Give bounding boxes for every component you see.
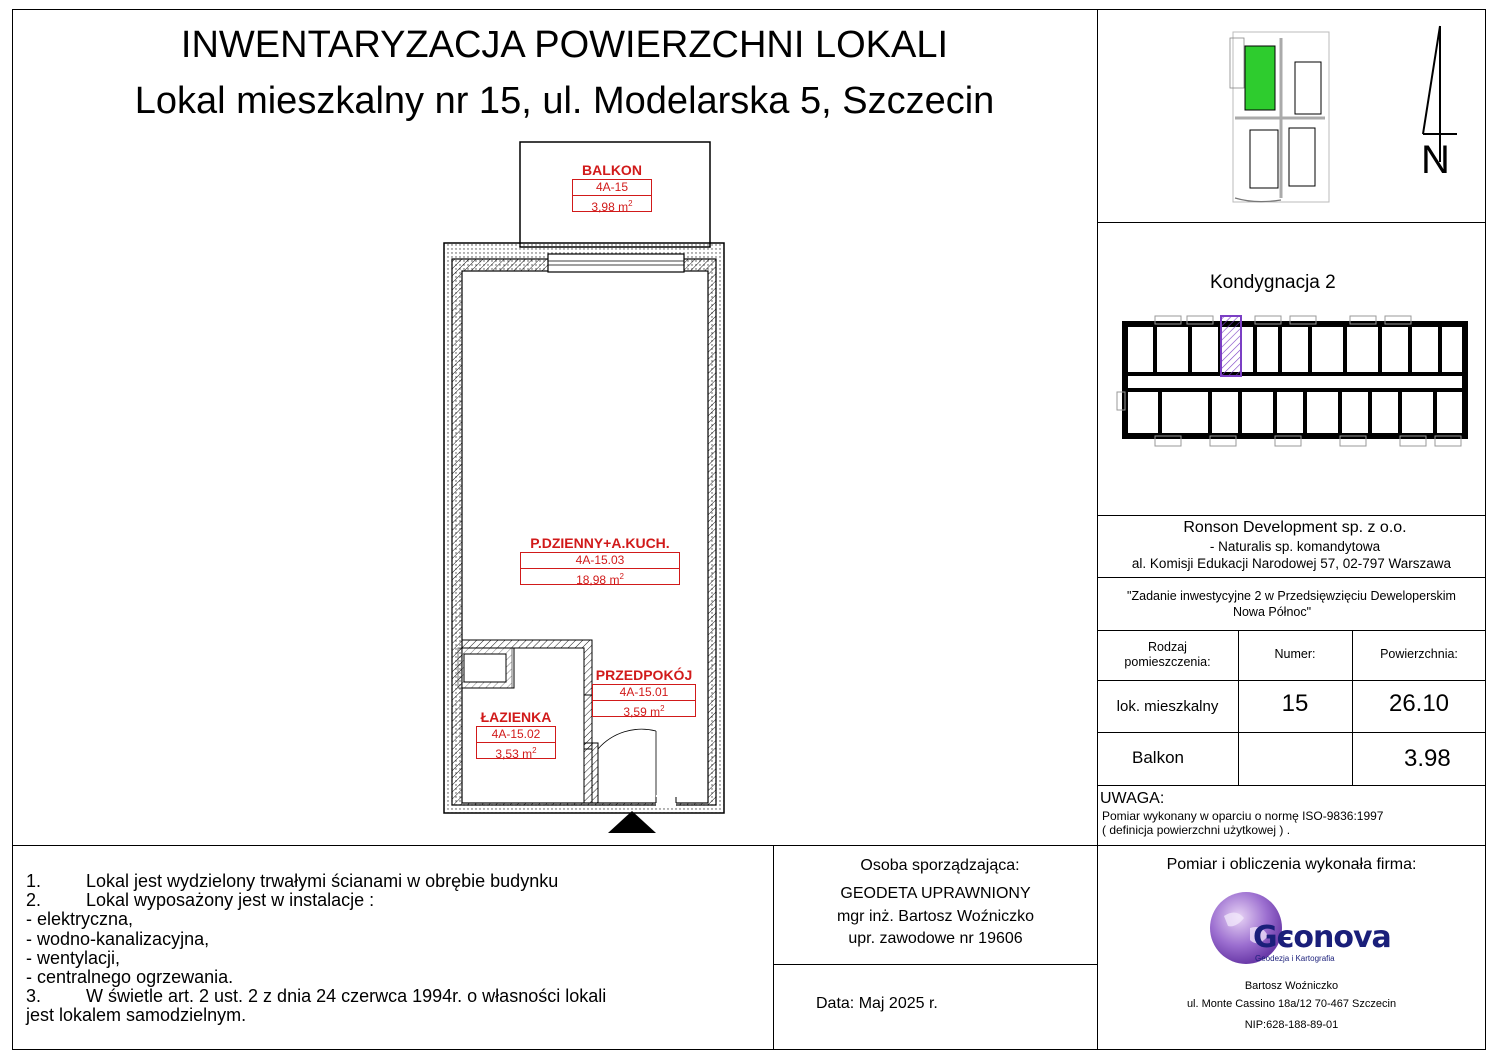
room-label-hall: PRZEDPOKÓJ 4A-15.01 3,59 $m^2$ xyxy=(592,668,696,717)
installation-electric: - elektryczna, xyxy=(26,909,134,929)
table-header-type: Rodzaj pomieszczenia: xyxy=(1124,640,1211,669)
remark-2-text: Lokal wyposażony jest w instalacje : xyxy=(86,890,375,910)
table-row-2-type: Balkon xyxy=(1132,748,1184,767)
divider-investor xyxy=(1097,515,1486,516)
company-logo-text: Gєonova xyxy=(1253,920,1391,955)
investor-line-3: al. Komisji Edukacji Narodowej 57, 02-797 Warszawa xyxy=(1131,556,1452,571)
investor-line-1: Ronson Development sp. z o.o. xyxy=(1183,519,1407,536)
table-row-1-number: 15 xyxy=(1281,690,1309,717)
divider-table-bottom xyxy=(1097,785,1486,786)
floor-label: Kondygnacja 2 xyxy=(1210,272,1336,293)
room-label-living: P.DZIENNY+A.KUCH. 4A-15.03 18,98 $m^2$ xyxy=(520,536,680,585)
unit-highlight xyxy=(1221,316,1241,376)
document-date: Data: Maj 2025 r. xyxy=(816,995,938,1012)
divider-table-row1 xyxy=(1097,680,1486,681)
divider-note xyxy=(1097,845,1486,846)
note-line-1: Pomiar wykonany w oparciu o normę ISO-9836:1997 xyxy=(1102,809,1384,823)
location-map xyxy=(1225,28,1335,206)
company-heading: Pomiar i obliczenia wykonała firma: xyxy=(1166,856,1417,873)
investor-line-2: - Naturalis sp. komandytowa xyxy=(1209,539,1381,554)
author-license: upr. zawodowe nr 19606 xyxy=(848,930,1023,947)
project-line-2: Nowa Północ" xyxy=(1232,605,1312,619)
table-row-2-area: 3.98 xyxy=(1404,745,1451,772)
project-line-1: "Zadanie inwestycyjne 2 w Przedsięwzięciu Deweloperskim xyxy=(1127,589,1456,603)
title-line-1: INWENTARYZACJA POWIERZCHNI LOKALI xyxy=(180,24,949,66)
divider-bottom-panel xyxy=(12,845,1098,846)
divider-table-top xyxy=(1097,630,1486,631)
installation-ventilation: - wentylacji, xyxy=(26,948,121,968)
remark-2-number: 2. xyxy=(26,890,42,910)
table-header-area: Powierzchnia: xyxy=(1380,647,1458,661)
divider-project xyxy=(1097,577,1486,578)
table-row-1-type: lok. mieszkalny xyxy=(1116,698,1219,715)
author-heading: Osoba sporządzająca: xyxy=(860,857,1020,874)
balcony-window xyxy=(548,254,684,272)
remark-1-number: 1. xyxy=(26,871,42,891)
company-owner: Bartosz Woźniczko xyxy=(1244,980,1339,992)
author-name: mgr inż. Bartosz Woźniczko xyxy=(836,908,1035,925)
title-line-2: Lokal mieszkalny nr 15, ul. Modelarska 5, Szczecin xyxy=(134,80,995,122)
installation-water: - wodno-kanalizacyjna, xyxy=(26,929,210,949)
table-row-1-area: 26.10 xyxy=(1388,690,1450,717)
company-nip: NIP:628-188-89-01 xyxy=(1244,1019,1339,1031)
divider-location-map xyxy=(1097,222,1486,223)
room-label-bathroom: ŁAZIENKA 4A-15.02 3,53 $m^2$ xyxy=(476,710,556,759)
note-line-2: ( definicja powierzchni użytkowej ) . xyxy=(1102,823,1291,837)
remark-3-text: W świetle art. 2 ust. 2 z dnia 24 czerwca 1994r. o własności lokali xyxy=(86,986,607,1006)
divider-table-row2 xyxy=(1097,732,1486,733)
company-address: ul. Monte Cassino 18a/12 70-467 Szczecin xyxy=(1186,998,1397,1010)
entrance-arrow xyxy=(608,811,656,833)
north-label: N xyxy=(1421,138,1450,182)
remark-3-text-2: jest lokalem samodzielnym. xyxy=(26,1005,247,1025)
remark-1-text: Lokal jest wydzielony trwałymi ścianami w obrębie budynku xyxy=(86,871,559,891)
divider-date xyxy=(773,964,1098,965)
author-title: GEODETA UPRAWNIONY xyxy=(840,885,1031,902)
company-logo-subtitle: Geodezja i Kartografia xyxy=(1255,954,1335,963)
remark-3-number: 3. xyxy=(26,986,42,1006)
installation-heating: - centralnego ogrzewania. xyxy=(26,967,234,987)
floor-key-plan xyxy=(1115,312,1475,452)
building-highlight xyxy=(1245,46,1275,110)
room-label-balkon: BALKON 4A-15 3,98 $m^2$ xyxy=(572,163,652,212)
note-heading: UWAGA: xyxy=(1100,790,1165,807)
table-header-number: Numer: xyxy=(1274,647,1316,661)
